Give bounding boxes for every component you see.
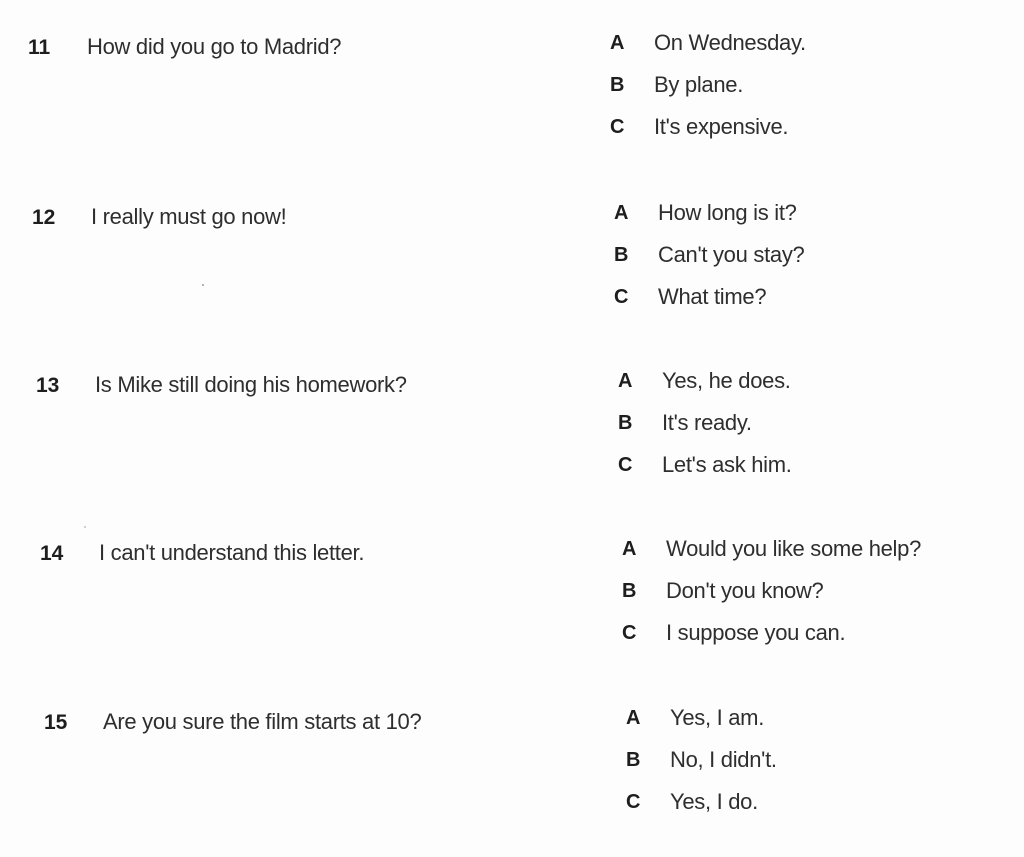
question-item-14 (40, 538, 1000, 688)
option-text: Yes, I am. (670, 705, 765, 730)
option-text: Let's ask him. (662, 452, 792, 477)
option-letter: B (610, 74, 625, 96)
question-item-13 (36, 370, 996, 520)
option-text: Would you like some help? (666, 536, 922, 561)
option-text: How long is it? (658, 200, 797, 225)
option-text: Yes, I do. (670, 789, 758, 814)
option-text: No, I didn't. (670, 747, 777, 772)
question-number: 14 (40, 542, 64, 565)
scan-speck (84, 526, 86, 528)
question-item-15 (44, 707, 1004, 857)
option-letter: A (626, 707, 641, 729)
question-text: How did you go to Madrid? (87, 34, 342, 59)
option-letter: A (622, 538, 637, 560)
question-text: Are you sure the film starts at 10? (103, 709, 422, 734)
option-text: Can't you stay? (658, 242, 805, 267)
option-letter: C (622, 622, 637, 644)
question-number: 11 (28, 36, 51, 59)
option-text: I suppose you can. (666, 620, 846, 645)
option-letter: B (622, 580, 637, 602)
option-letter: C (626, 791, 641, 813)
question-number: 13 (36, 374, 60, 397)
option-letter: B (614, 244, 629, 266)
option-letter: C (614, 286, 629, 308)
question-item-12 (32, 202, 992, 352)
option-letter: B (626, 749, 641, 771)
option-text: By plane. (654, 72, 744, 97)
question-item-11 (28, 32, 988, 182)
option-text: It's ready. (662, 410, 752, 435)
option-letter: A (610, 32, 625, 54)
question-text: I really must go now! (91, 204, 287, 229)
option-letter: C (610, 116, 625, 138)
question-text: Is Mike still doing his homework? (95, 372, 407, 397)
option-text: On Wednesday. (654, 30, 806, 55)
option-letter: A (614, 202, 629, 224)
question-number: 15 (44, 711, 68, 734)
option-letter: C (618, 454, 633, 476)
option-text: What time? (658, 284, 767, 309)
question-number: 12 (32, 206, 56, 229)
question-text: I can't understand this letter. (99, 540, 365, 565)
option-text: It's expensive. (654, 114, 789, 139)
option-letter: A (618, 370, 633, 392)
scan-speck (202, 284, 204, 286)
option-text: Yes, he does. (662, 368, 791, 393)
option-letter: B (618, 412, 633, 434)
option-text: Don't you know? (666, 578, 824, 603)
